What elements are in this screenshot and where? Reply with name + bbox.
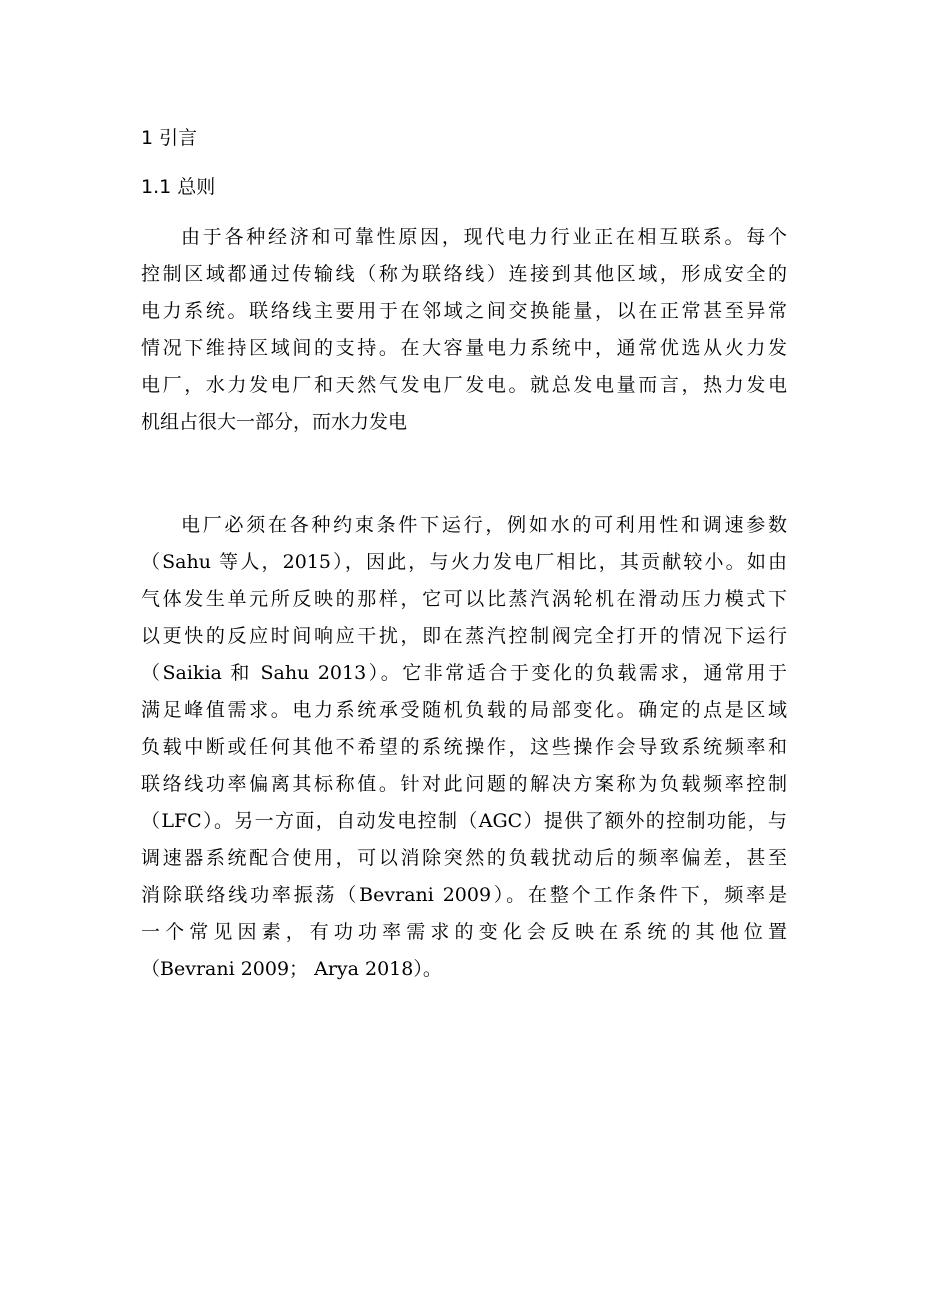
text-line: 由于各种经济和可靠性原因，现代电力行业正在相互联系。每个 [181,226,787,248]
text-line: （Saikia 和 Sahu 2013）。它非常适合于变化的负载需求，通常用于 [141,662,787,684]
text-line: 联络线功率偏离其标称值。针对此问题的解决方案称为负载频率控制 [141,773,787,795]
text-line: 消除联络线功率振荡（Bevrani 2009）。在整个工作条件下，频率是 [141,884,787,906]
text-line: 情况下维持区域间的支持。在大容量电力系统中，通常优选从火力发 [141,337,787,359]
text-line: （Sahu 等人，2015），因此，与火力发电厂相比，其贡献较小。如由 [141,551,787,573]
text-line: 负载中断或任何其他不希望的系统操作，这些操作会导致系统频率和 [141,736,787,758]
text-line: 满足峰值需求。电力系统承受随机负载的局部变化。确定的点是区域 [141,699,787,721]
text-line: 以更快的反应时间响应干扰，即在蒸汽控制阀完全打开的情况下运行 [141,625,787,647]
text-line: 电厂，水力发电厂和天然气发电厂发电。就总发电量而言，热力发电 [141,374,787,396]
paragraph-1 [141,219,787,441]
text-line: （Bevrani 2009； Arya 2018）。 [141,958,442,980]
text-line: （LFC）。另一方面，自动发电控制（AGC）提供了额外的控制功能，与 [141,810,787,832]
text-line: 机组占很大一部分，而水力发电 [141,411,408,433]
text-line: 调速器系统配合使用，可以消除突然的负载扰动后的频率偏差，甚至 [141,847,787,869]
paragraph-2 [141,507,787,988]
section-heading: 1 引言 [141,127,198,149]
text-line: 电力系统。联络线主要用于在邻域之间交换能量，以在正常甚至异常 [141,300,787,322]
text-line: 气体发生单元所反映的那样，它可以比蒸汽涡轮机在滑动压力模式下 [141,588,787,610]
text-line: 控制区域都通过传输线（称为联络线）连接到其他区域，形成安全的 [141,263,787,285]
text-line: 一个常见因素，有功功率需求的变化会反映在系统的其他位置 [141,921,787,943]
text-line: 电厂必须在各种约束条件下运行，例如水的可利用性和调速参数 [181,514,787,536]
subsection-heading: 1.1 总则 [141,176,216,198]
